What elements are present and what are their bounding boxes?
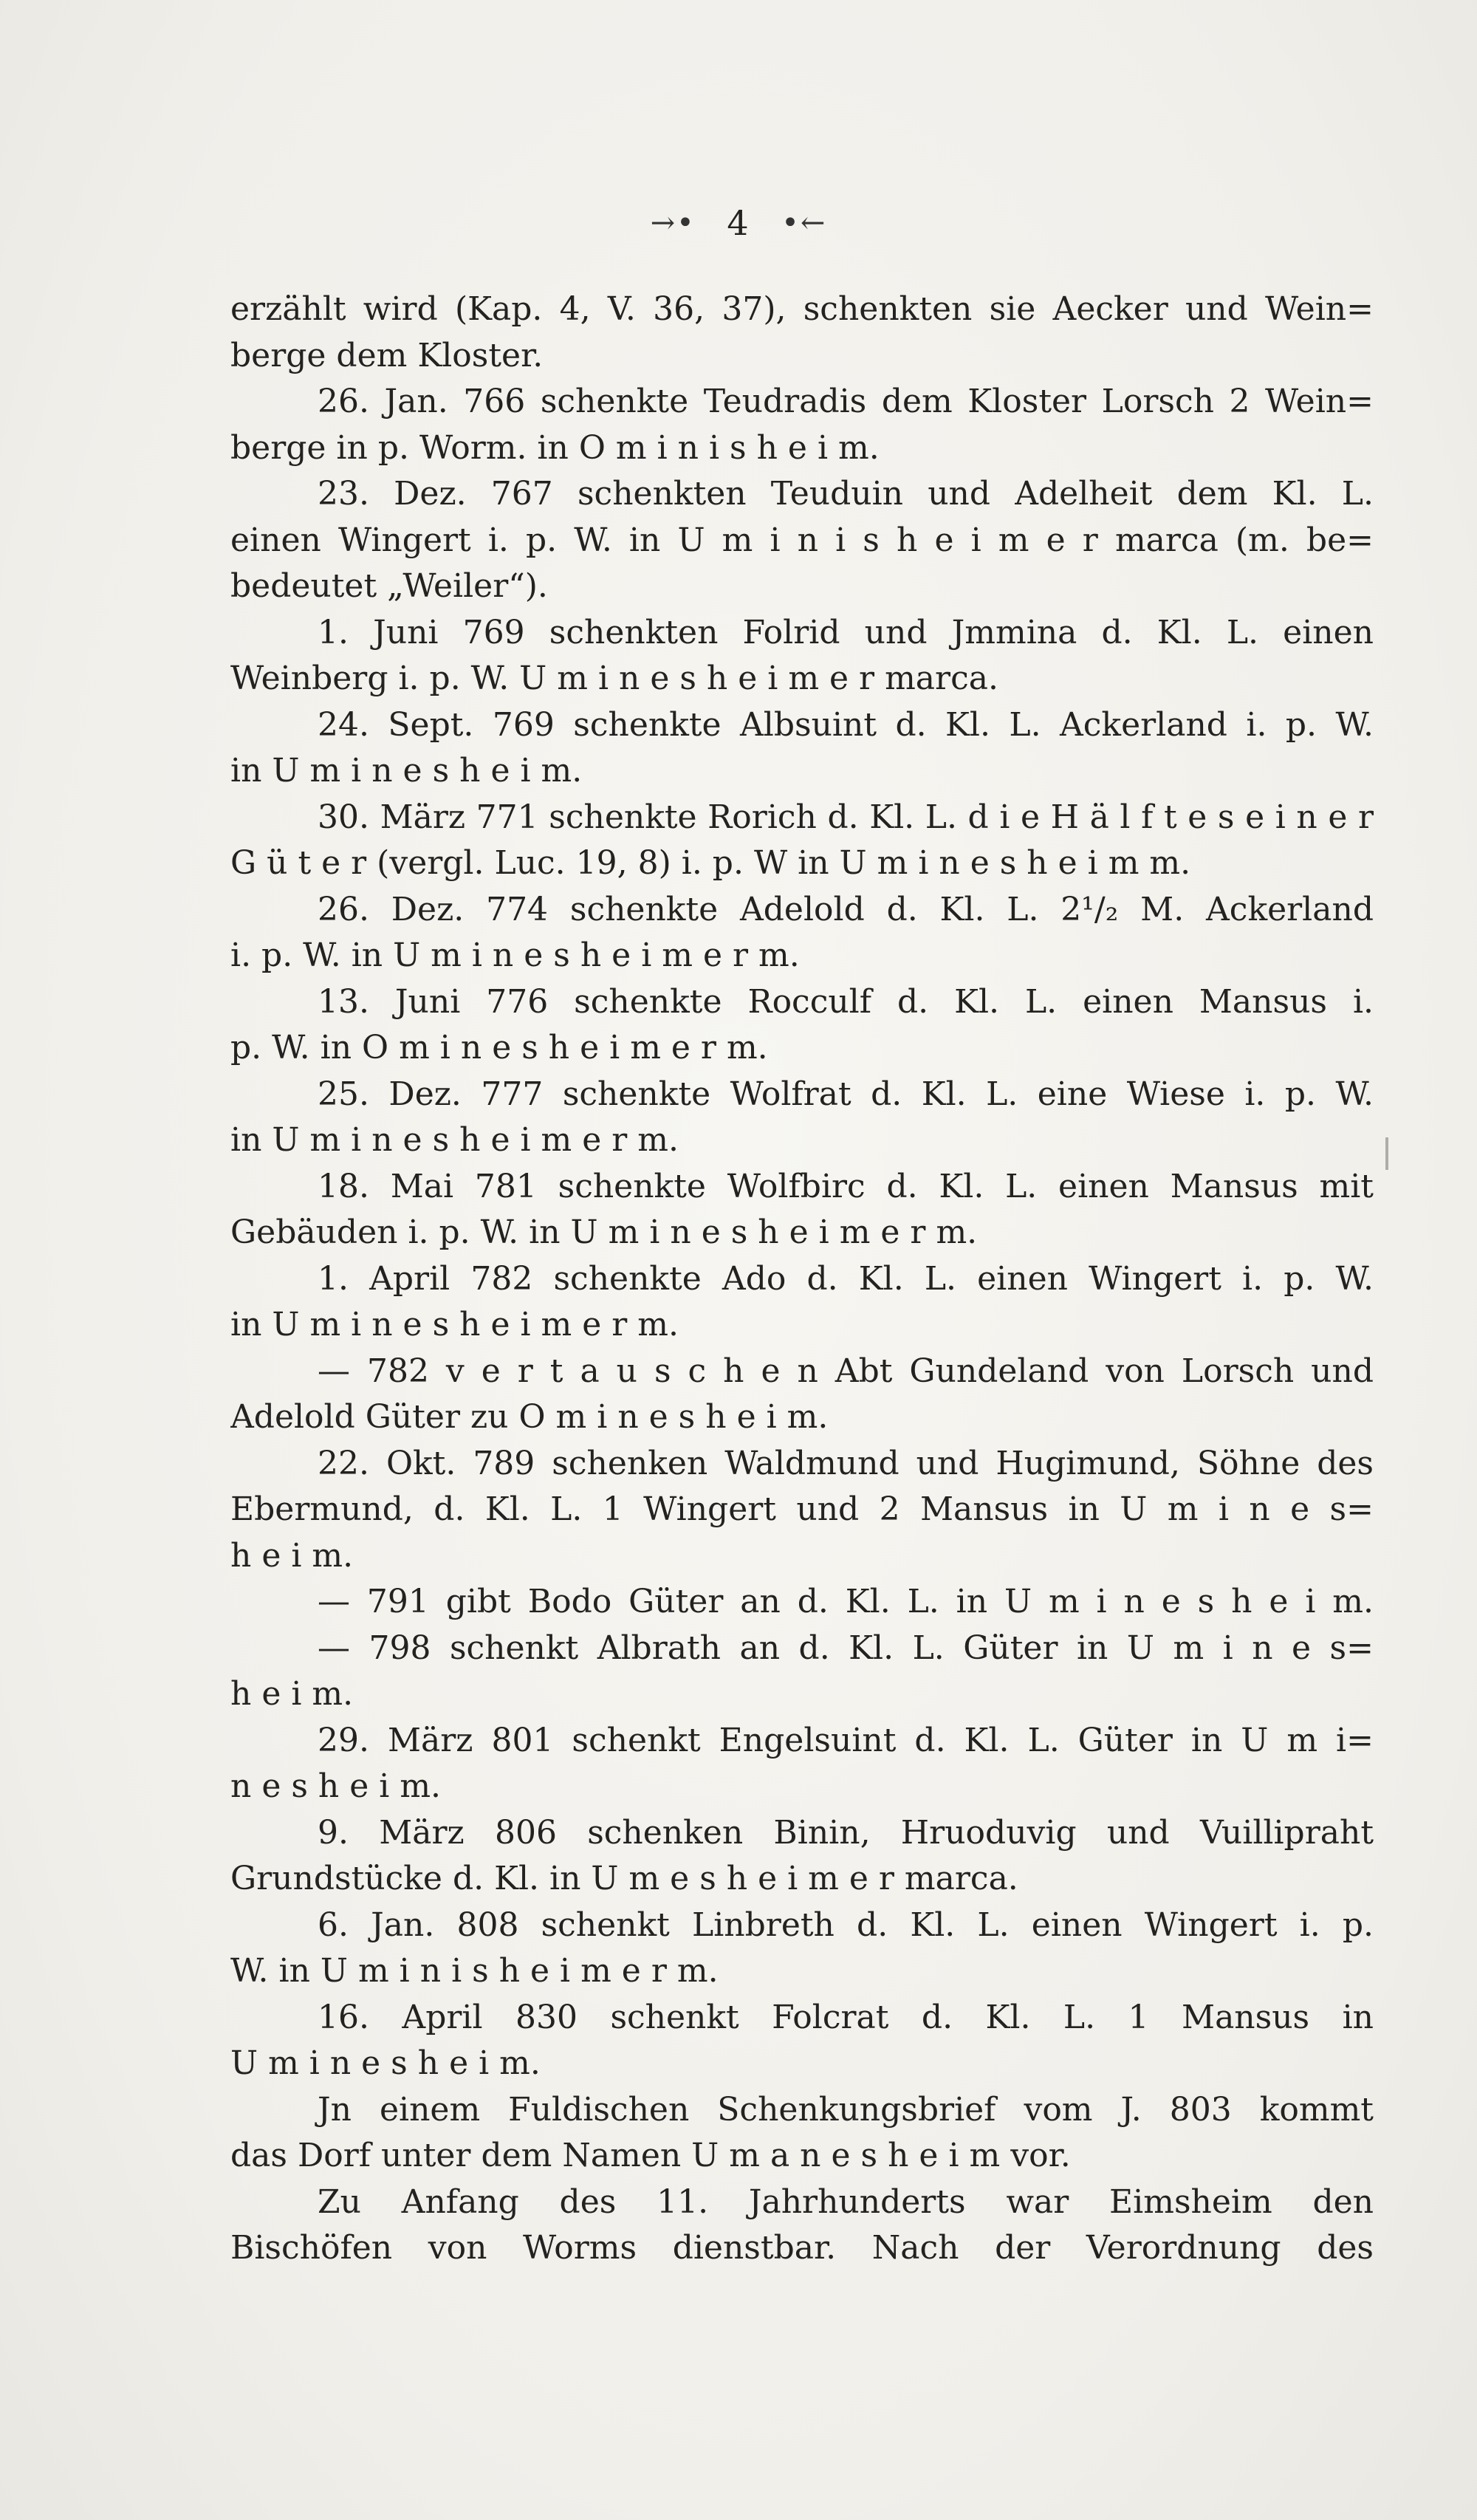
text-line: W. in U m i n i s h e i m e r m.	[230, 1952, 719, 1990]
text-line: — 791 gibt Bodo Güter an d. Kl. L. in U m i n e s h e i m.	[318, 1583, 1374, 1620]
text-line: p. W. in O m i n e s h e i m e r m.	[230, 1029, 768, 1066]
text-line: Bischöfen von Worms dienstbar. Nach der Verordnung des	[230, 2229, 1374, 2267]
text-line: — 782 v e r t a u s c h e n Abt Gundeland von Lorsch und	[318, 1352, 1374, 1390]
page-header	[0, 198, 1477, 245]
text-line: 30. März 771 schenkte Rorich d. Kl. L. d i e H ä l f t e s e i n e r	[318, 798, 1374, 836]
text-line: 16. April 830 schenkt Folcrat d. Kl. L. 1 Mansus in	[318, 1998, 1374, 2036]
body-text	[230, 287, 1374, 2272]
text-line: in U m i n e s h e i m e r m.	[230, 1306, 679, 1343]
left-ornament-icon: →•	[650, 206, 696, 240]
text-line: 26. Jan. 766 schenkte Teudradis dem Kloster Lorsch 2 Wein=	[318, 383, 1374, 420]
text-line: Weinberg i. p. W. U m i n e s h e i m e r marca.	[230, 660, 998, 697]
text-line: 1. Juni 769 schenkten Folrid und Jmmina d. Kl. L. einen	[318, 613, 1374, 651]
text-line: h e i m.	[230, 1536, 354, 1575]
text-line: 18. Mai 781 schenkte Wolfbirc d. Kl. L. einen Mansus mit	[318, 1167, 1374, 1205]
text-line: i. p. W. in U m i n e s h e i m e r m.	[230, 937, 800, 974]
text-line: n e s h e i m.	[230, 1767, 442, 1805]
right-ornament-icon: •←	[781, 206, 827, 240]
text-line: 29. März 801 schenkt Engelsuint d. Kl. L. Güter in U m i=	[318, 1721, 1374, 1759]
text-line: berge dem Kloster.	[230, 336, 544, 374]
text-line: — 798 schenkt Albrath an d. Kl. L. Güter in U m i n e s=	[318, 1629, 1374, 1667]
text-line: das Dorf unter dem Namen U m a n e s h e i m vor.	[230, 2137, 1071, 2174]
text-line: 24. Sept. 769 schenkte Albsuint d. Kl. L. Ackerland i. p. W.	[318, 705, 1374, 744]
text-line: in U m i n e s h e i m e r m.	[230, 1121, 679, 1159]
text-line: Ebermund, d. Kl. L. 1 Wingert und 2 Mansus in U m i n e s=	[230, 1490, 1374, 1528]
text-line: Grundstücke d. Kl. in U m e s h e i m e r marca.	[230, 1860, 1018, 1897]
text-line: h e i m.	[230, 1675, 354, 1713]
text-line: 22. Okt. 789 schenken Waldmund und Hugimund, Söhne des	[318, 1444, 1374, 1482]
text-line: erzählt wird (Kap. 4, V. 36, 37), schenkten sie Aecker und Wein=	[230, 290, 1374, 328]
text-line: bedeutet „Weiler“).	[230, 567, 548, 605]
text-line: 25. Dez. 777 schenkte Wolfrat d. Kl. L. eine Wiese i. p. W.	[318, 1075, 1374, 1113]
text-line: Zu Anfang des 11. Jahrhunderts war Eimsheim den	[318, 2182, 1374, 2221]
text-line: einen Wingert i. p. W. in U m i n i s h e i m e r marca (m. be=	[230, 521, 1374, 559]
margin-mark	[1385, 1137, 1388, 1170]
text-line: Adelold Güter zu O m i n e s h e i m.	[230, 1398, 829, 1436]
page-number: 4	[727, 203, 750, 243]
text-line: 6. Jan. 808 schenkt Linbreth d. Kl. L. einen Wingert i. p.	[318, 1906, 1374, 1944]
text-line: Jn einem Fuldischen Schenkungsbrief vom J. 803 kommt	[318, 2090, 1374, 2129]
text-line: 13. Juni 776 schenkte Rocculf d. Kl. L. einen Mansus i.	[318, 982, 1374, 1021]
text-line: in U m i n e s h e i m.	[230, 752, 583, 790]
text-line: G ü t e r (vergl. Luc. 19, 8) i. p. W in U m i n e s h e i m m.	[230, 844, 1191, 882]
text-line: 23. Dez. 767 schenkten Teuduin und Adelheit dem Kl. L.	[318, 475, 1374, 513]
text-line: berge in p. Worm. in O m i n i s h e i m.	[230, 428, 880, 467]
text-line: 9. März 806 schenken Binin, Hruoduvig und Vuillipraht	[318, 1813, 1374, 1852]
text-line: 1. April 782 schenkte Ado d. Kl. L. einen Wingert i. p. W.	[318, 1259, 1374, 1298]
text-line: 26. Dez. 774 schenkte Adelold d. Kl. L. 2¹/₂ M. Ackerland	[318, 890, 1374, 928]
text-line: U m i n e s h e i m.	[230, 2044, 541, 2082]
text-line: Gebäuden i. p. W. in U m i n e s h e i m e r m.	[230, 1213, 978, 1251]
